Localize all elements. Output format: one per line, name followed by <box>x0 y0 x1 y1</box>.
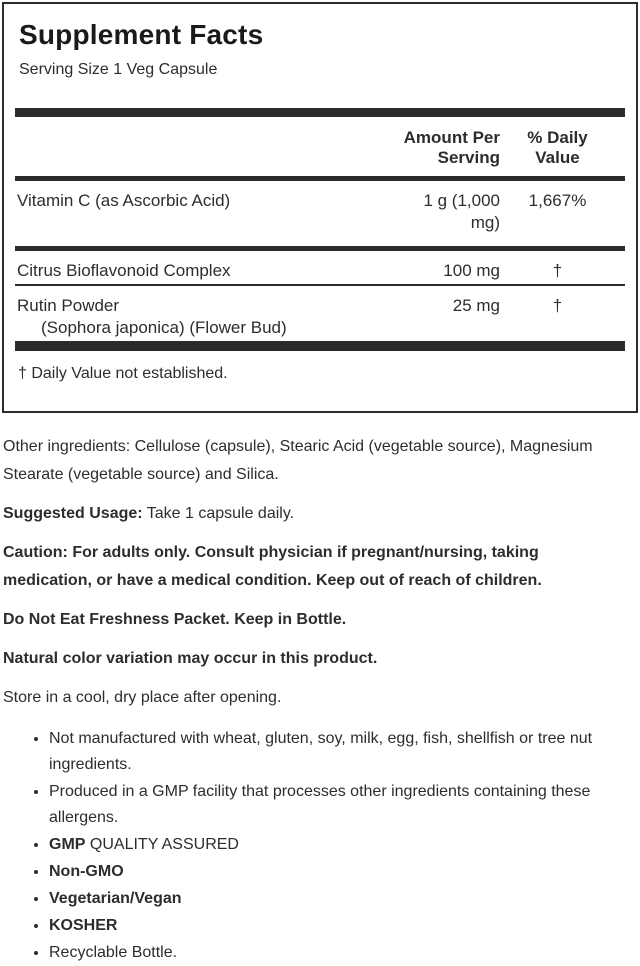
ingredient-name-sub: (Sophora japonica) (Flower Bud) <box>41 318 287 337</box>
list-item-vegetarian-vegan: • Vegetarian/Vegan <box>49 886 630 912</box>
ingredient-amount: 100 mg <box>443 261 500 280</box>
table-row-rutin-powder <box>15 286 625 341</box>
list-item-recyclable-bottle: • Recyclable Bottle. <box>49 940 630 966</box>
suggested-usage-label: Suggested Usage: <box>3 505 143 522</box>
daily-value-footnote: † Daily Value not established. <box>18 365 228 382</box>
list-item-non-gmo: • Non-GMO <box>49 859 630 885</box>
ingredient-name <box>15 295 400 339</box>
other-ingredients-text: Other ingredients: Cellulose (capsule), Stearic Acid (vegetable source), Magnesium Stearate (vegetable source) and Silica. <box>3 438 593 483</box>
list-item-gmp-facility: • Produced in a GMP facility that processes other ingredients containing these allergens. <box>49 779 630 831</box>
serving-size: Serving Size 1 Veg Capsule <box>19 61 218 78</box>
divider-thick-top <box>15 108 625 117</box>
list-item-kosher: • KOSHER <box>49 913 630 939</box>
freshness-packet-text: Do Not Eat Freshness Packet. Keep in Bottle. <box>3 611 347 628</box>
ingredient-name: Citrus Bioflavonoid Complex <box>17 261 231 280</box>
storage-text: Store in a cool, dry place after opening. <box>3 689 282 706</box>
panel-title: Supplement Facts <box>19 19 264 50</box>
list-item-gmp-quality: • GMP QUALITY ASSURED <box>49 832 630 858</box>
header-percent-daily-value: % Daily Value <box>527 128 588 167</box>
suggested-usage <box>3 500 630 528</box>
table-row-vitamin-c <box>15 181 625 246</box>
ingredient-name-main: Rutin Powder <box>17 296 120 315</box>
color-variation-text: Natural color variation may occur in this product. <box>3 650 378 667</box>
header-amount-per-serving: Amount Per Serving <box>403 128 500 167</box>
list-item-allergen-free: • Not manufactured with wheat, gluten, soy, milk, egg, fish, shellfish or tree nut ingredients. <box>49 726 630 778</box>
ingredient-daily-value: 1,667% <box>528 191 587 210</box>
divider-thick-bottom <box>15 341 625 351</box>
suggested-usage-text: Take 1 capsule daily. <box>146 505 295 522</box>
caution-text: Caution: For adults only. Consult physician if pregnant/nursing, taking medication, or have a medical condition. Keep out of reach of children. <box>3 544 542 589</box>
ingredient-daily-value: † <box>552 261 563 280</box>
ingredient-amount: 1 g (1,000 mg) <box>423 191 500 232</box>
product-claims-list <box>3 726 630 966</box>
ingredient-amount: 25 mg <box>452 296 500 315</box>
ingredient-name: Vitamin C (as Ascorbic Acid) <box>17 191 231 210</box>
supplement-facts-panel <box>2 2 638 413</box>
table-header-row <box>15 117 625 176</box>
product-details <box>3 433 630 966</box>
table-row-citrus-bioflavonoid <box>15 251 625 284</box>
ingredient-daily-value: † <box>552 296 563 315</box>
